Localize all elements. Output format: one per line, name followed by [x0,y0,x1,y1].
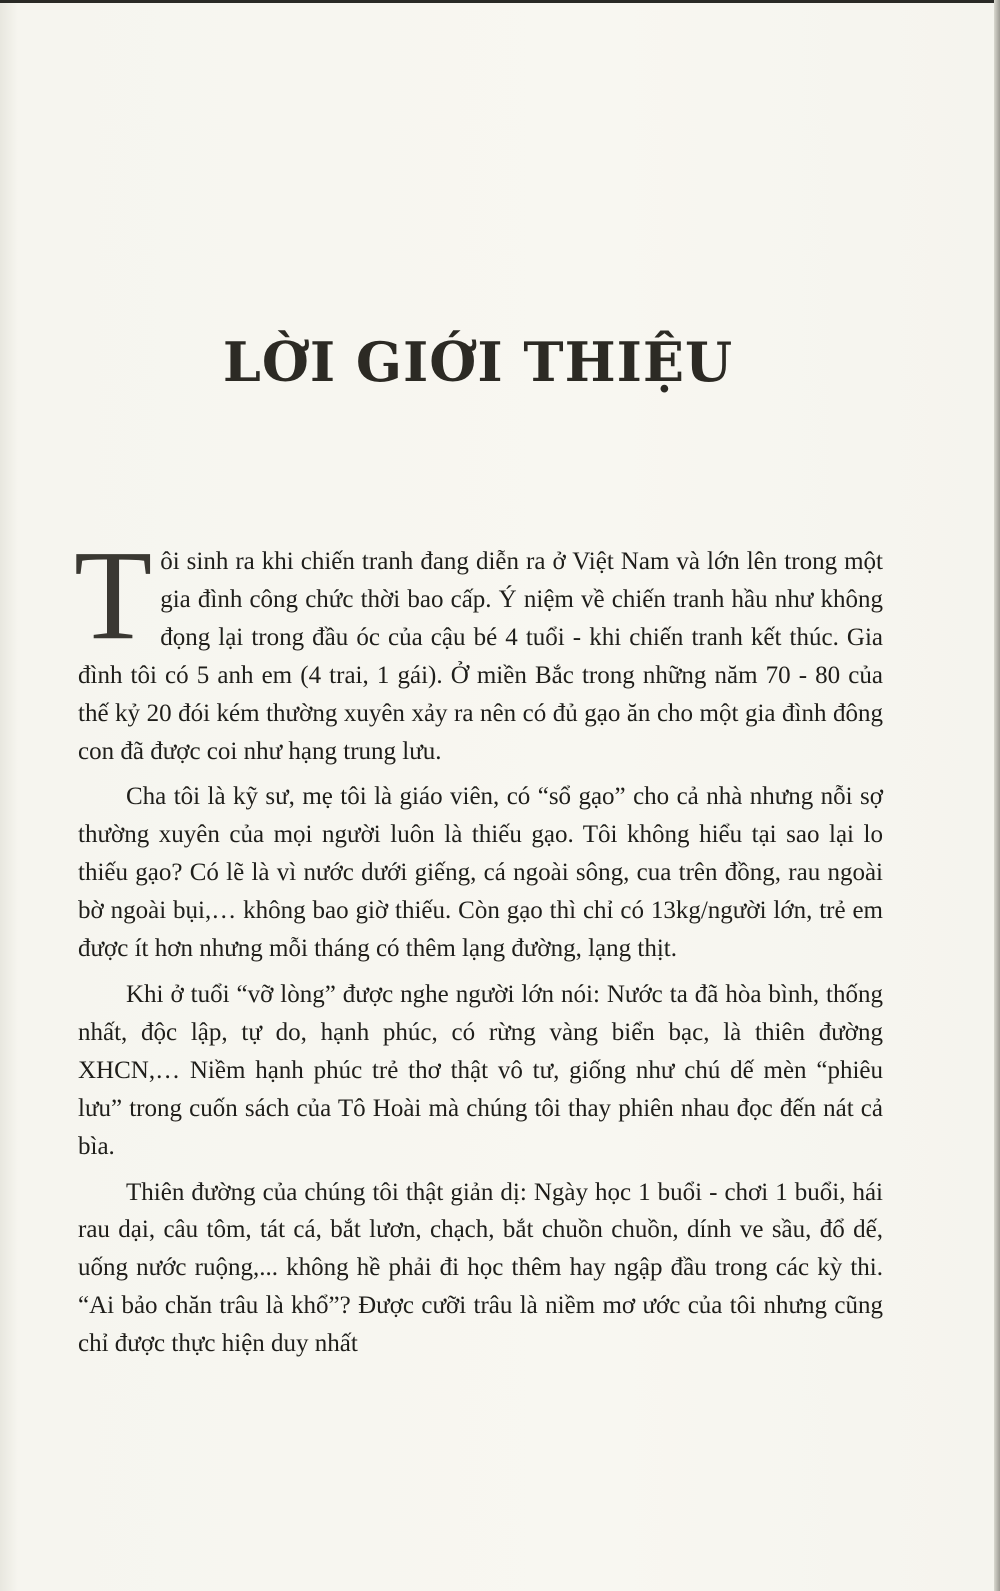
paragraph-2: Cha tôi là kỹ sư, mẹ tôi là giáo viên, có “sổ gạo” cho cả nhà nhưng nỗi sợ thường xuyên của mọi người luôn là thiếu gạo. Tôi không hiểu tại sao lại lo thiếu gạo? Có lẽ là vì nước dưới giếng, cá ngoài sông, cua trên đồng, rau ngoài bờ ngoài bụi,… không bao giờ thiếu. Còn gạo thì chỉ có 13kg/người lớn, trẻ em được ít hơn nhưng mỗi tháng có thêm lạng đường, lạng thịt. [78,783,883,963]
paragraph-3: Khi ở tuổi “vỡ lòng” được nghe người lớn nói: Nước ta đã hòa bình, thống nhất, độc lập, tự do, hạnh phúc, có rừng vàng biển bạc, là thiên đường XHCN,… Niềm hạnh phúc trẻ thơ thật vô tư, giống như chú dế mèn “phiêu lưu” trong cuốn sách của Tô Hoài mà chúng tôi thay phiên nhau đọc đến nát cả bìa. [78,980,883,1160]
body-text [74,524,883,1371]
paragraph-1-text: ôi sinh ra khi chiến tranh đang diễn ra ở Việt Nam và lớn lên trong một gia đình công chức thời bao cấp. Ý niệm về chiến tranh hầu như không đọng lại trong đầu óc của cậu bé 4 tuổi - khi chiến tranh kết thúc. Gia đình tôi có 5 anh em (4 trai, 1 gái). Ở miền Bắc trong những năm 70 - 80 của thế kỷ 20 đói kém thường xuyên xảy ra nên có đủ gạo ăn cho một gia đình đông con đã được coi như hạng trung lưu. [78,548,883,765]
chapter-title: LỜI GIỚI THIỆU [222,330,734,394]
paragraph-1 [74,524,883,770]
drop-cap: T [74,524,153,666]
paragraph-4: Thiên đường của chúng tôi thật giản dị: Ngày học 1 buổi - chơi 1 buổi, hái rau dại, câu tôm, tát cá, bắt lươn, chạch, bắt chuồn chuồn, dính ve sầu, đổ dế, uống nước ruộng,... không hề phải đi học thêm hay ngập đầu trong các kỳ thi. “Ai bảo chăn trâu là khổ”? Được cưỡi trâu là niềm mơ ước của tôi nhưng cũng chỉ được thực hiện duy nhất [78,1178,883,1358]
scan-edge-right [994,0,1000,1591]
scan-edge-top [0,0,1000,3]
